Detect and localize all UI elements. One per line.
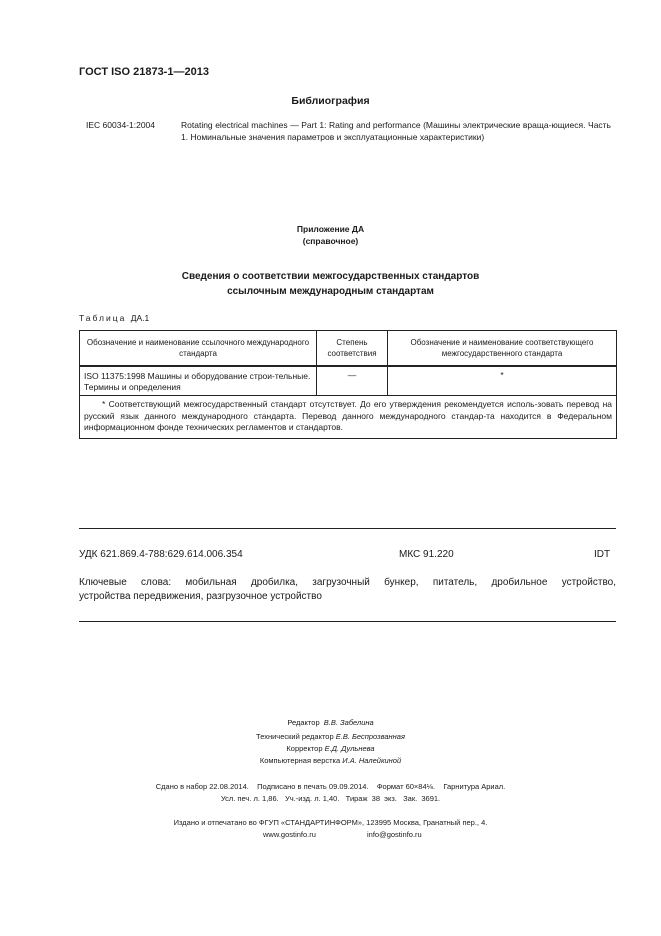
annex-heading-line2: ссылочным международным стандартам: [227, 286, 434, 297]
table-column-header: Обозначение и наименование ссылочного международного стандарта: [80, 331, 317, 367]
bibliography-ref-text: Rotating electrical machines — Part 1: Rating and performance (Машины электрические враща-ющиеся. Часть 1. Номинальные значения параметров и эксплуатационные характеристики): [181, 120, 611, 142]
document-code: ГОСТ ISO 21873-1—2013: [79, 66, 209, 78]
keywords-line1: Ключевые слова: мобильная дробилка, загрузочный бункер, питатель, дробильное устройство,: [79, 577, 616, 588]
credit-editor: [0, 718, 661, 727]
annex-type: (справочное): [302, 236, 359, 246]
bibliography-ref-id: IEC 60034-1:2004: [86, 120, 155, 130]
layout-label: Компьютерная верстка: [259, 756, 341, 765]
table-label: [79, 313, 149, 323]
divider-bottom: [79, 621, 616, 622]
table-row: [80, 366, 617, 396]
credit-layout: [0, 756, 661, 765]
divider-top: [79, 528, 616, 529]
table-label-number: ДА.1: [130, 313, 150, 323]
correspondence-table: [79, 330, 617, 439]
editor-label: Редактор: [287, 718, 320, 727]
bibliography-title: Библиография: [291, 95, 370, 107]
table-cell-target: *: [388, 366, 617, 396]
table-column-header: Степень соответствия: [317, 331, 388, 367]
annex-heading-line1: Сведения о соответствии межгосударственных стандартов: [181, 271, 480, 282]
publisher-info: Издано и отпечатано во ФГУП «СТАНДАРТИНФОРМ», 123995 Москва, Гранатный пер., 4.: [173, 818, 488, 827]
layout-name: И.А. Налейкиной: [342, 756, 402, 765]
table-column-header: Обозначение и наименование соответствующего межгосударственного стандарта: [388, 331, 617, 367]
credit-tech-editor: [0, 732, 661, 741]
imprint-line1: Сдано в набор 22.08.2014. Подписано в печать 09.09.2014. Формат 60×84⅛. Гарнитура Ариал.: [155, 782, 506, 791]
publisher-email: info@gostinfo.ru: [367, 830, 422, 839]
credit-corrector: [0, 744, 661, 753]
imprint-line2: Усл. печ. л. 1,86. Уч.-изд. л. 1,40. Тираж 38 экз. Зак. 3691.: [220, 794, 441, 803]
keywords-line2: устройства передвижения, разгрузочное устройство: [79, 590, 322, 602]
corrector-label: Корректор: [286, 744, 323, 753]
table-footnote-row: [80, 396, 617, 439]
tech-editor-name: Е.В. Беспрозванная: [335, 732, 405, 741]
publisher-website: www.gostinfo.ru: [263, 830, 316, 839]
annex-title: Приложение ДА: [296, 224, 365, 234]
editor-name: В.В. Забелина: [323, 718, 374, 727]
table-cell-degree: —: [317, 366, 388, 396]
udk-code: УДК 621.869.4-788:629.614.006.354: [79, 549, 243, 560]
idt-code: IDT: [594, 549, 611, 560]
mks-code: МКС 91.220: [399, 549, 454, 560]
table-cell-source: ISO 11375:1998 Машины и оборудование строи-тельные. Термины и определения: [80, 366, 317, 396]
corrector-name: Е.Д. Дульнева: [324, 744, 375, 753]
keywords: [79, 576, 616, 603]
table-footnote: * Соответствующий межгосударственный стандарт отсутствует. До его утверждения рекомендуется исполь-зовать перевод на русский язык данного международного стандарта. Перевод данного международного стандар-та находится в Федеральном информационном фонде технических регламентов и стандартов.: [84, 399, 612, 432]
table-label-prefix: Таблица: [79, 313, 127, 323]
table-header-row: [80, 331, 617, 367]
tech-editor-label: Технический редактор: [256, 732, 334, 741]
